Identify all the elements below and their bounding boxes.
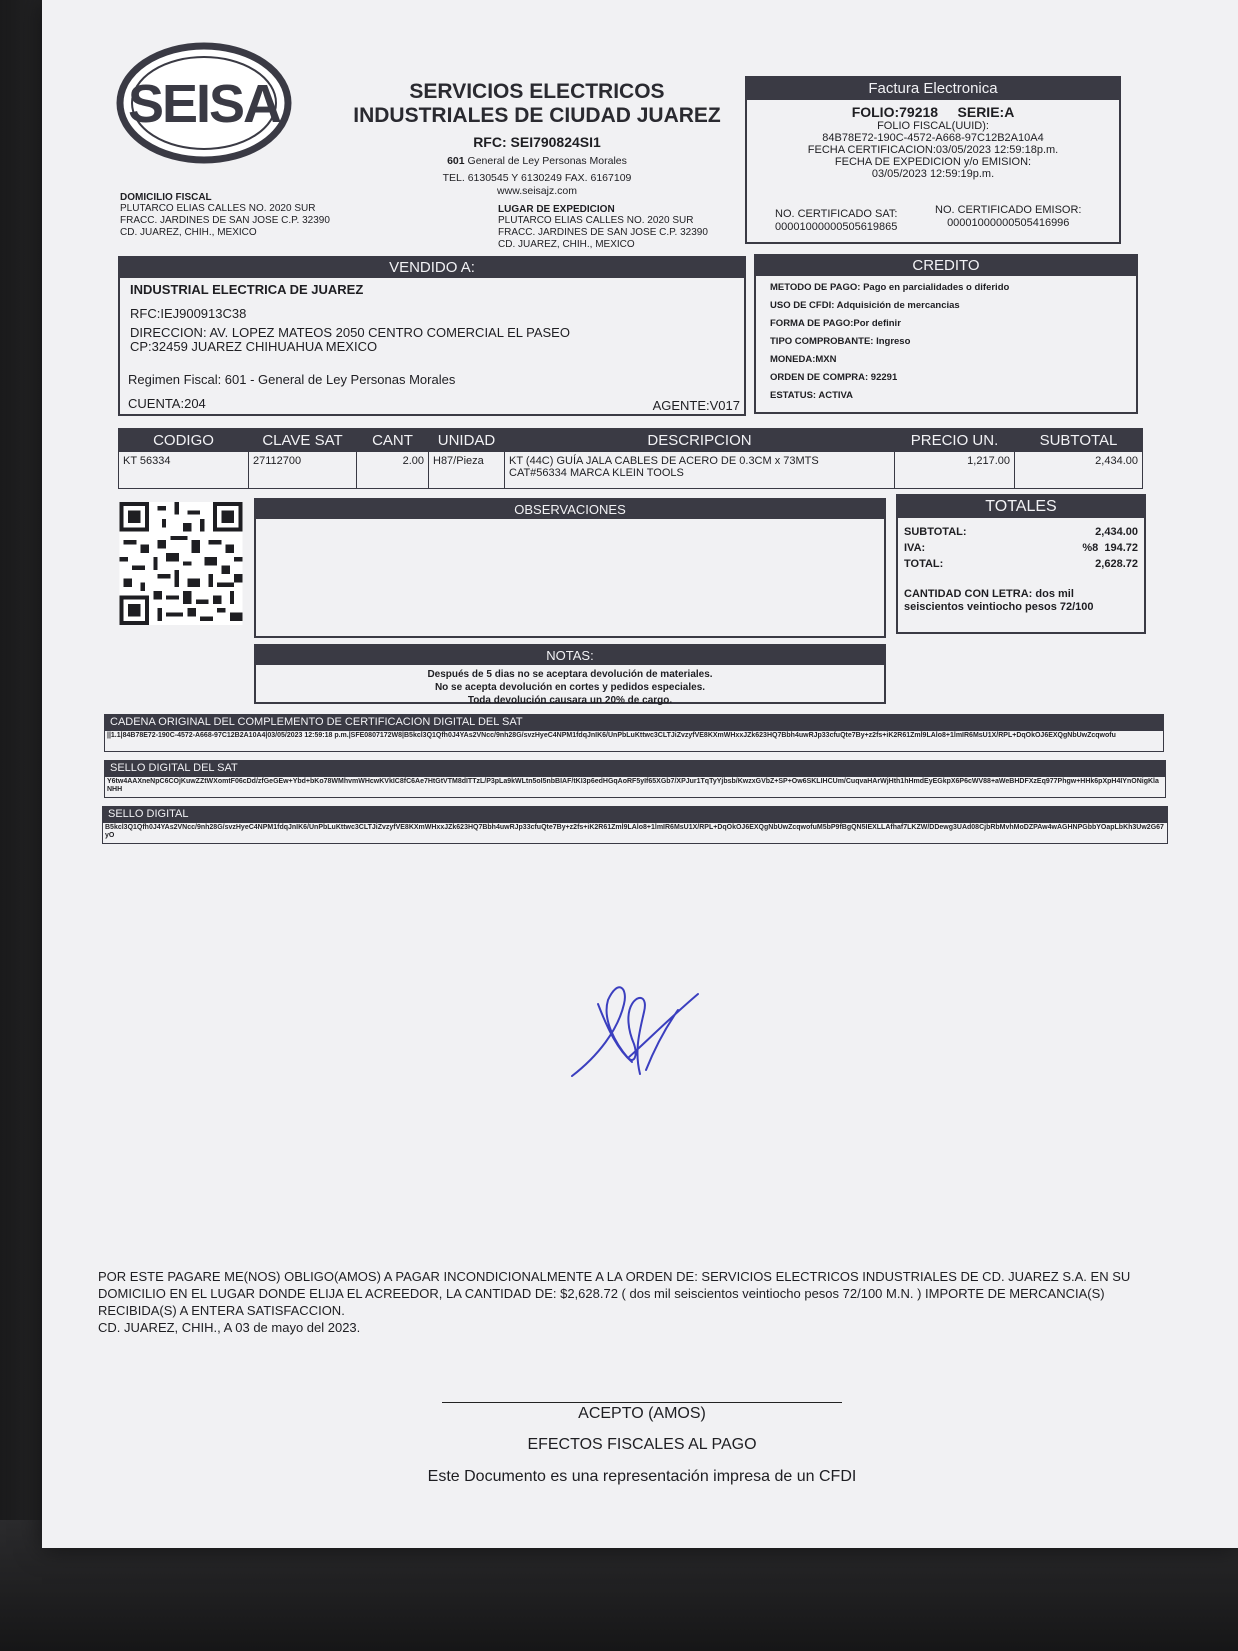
domicilio-fiscal: DOMICILIO FISCAL PLUTARCO ELIAS CALLES NO. 2020 SUR FRACC. JARDINES DE SAN JOSE C.P. 32390 CD. JUAREZ, CHIH., MEXICO [120,192,330,238]
company-website: www.seisajz.com [497,185,577,197]
factura-box [745,76,1121,244]
company-name: SERVICIOS ELECTRICOS INDUSTRIALES DE CIUDAD JUAREZ [353,80,721,127]
table-row [119,452,1143,489]
customer-name: INDUSTRIAL ELECTRICA DE JUAREZ [130,282,364,297]
vendido-title: VENDIDO A: [120,258,744,278]
cell-codigo: KT 56334 [119,452,249,489]
col-precio: PRECIO UN. [895,429,1015,452]
svg-text:SEISA: SEISA [127,74,281,134]
orden-compra: ORDEN DE COMPRA: 92291 [770,372,898,383]
notas-title: NOTAS: [256,646,884,665]
fecha-expedicion: 03/05/2023 12:59:19p.m. [871,168,995,180]
sello-sat-title: SELLO DIGITAL DEL SAT [104,760,1166,776]
totales-title: TOTALES [898,496,1144,518]
company-phone: TEL. 6130545 Y 6130249 FAX. 6167109 [442,172,632,184]
agente: AGENTE:V017 [652,398,740,413]
customer-regimen: Regimen Fiscal: 601 - General de Ley Personas Morales [128,372,456,387]
efectos-fiscales: EFECTOS FISCALES AL PAGO [527,1436,757,1453]
moneda: MONEDA:MXN [770,354,837,365]
handwritten-signature [568,960,708,1090]
cell-clave: 27112700 [249,452,357,489]
cadena-title: CADENA ORIGINAL DEL COMPLEMENTO DE CERTIFICACION DIGITAL DEL SAT [104,714,1164,730]
col-clave-sat: CLAVE SAT [249,429,357,452]
cell-cant: 2.00 [357,452,429,489]
cell-subtotal: 2,434.00 [1015,452,1143,489]
credito-title: CREDITO [756,256,1136,276]
fecha-certificacion: FECHA CERTIFICACION:03/05/2023 12:59:18p.m. [807,144,1059,156]
cadena-text: ||1.1|84B78E72-190C-4572-A668-97C12B2A10A4|03/05/2023 12:59:18 p.m.|SFE0807172W8|B5kcl3Q1Qfh0J4YAs2VNcc/9nh28G/svzHyeC4NPM1fdqJnIK6/UnPbLuKttwc3CLTJiZvzyfVE8KXmWHxxJZk623HQ7Bbh4uwRJp33cfuQte7By+z2fs+iK2R61Zml9LAlo8+1lmIR6MsU1X/RPL+DqOkOJ6EXQgNbUwZcqwofu [104,730,1164,752]
total-row: TOTAL: 2,628.72 [904,558,1138,570]
credito-box [754,254,1138,414]
company-regimen: 601 General de Ley Personas Morales [447,155,627,167]
folio-serie: FOLIO:79218 SERIE:A [851,104,1015,120]
col-descripcion: DESCRIPCION [505,429,895,452]
lugar-expedicion: LUGAR DE EXPEDICION PLUTARCO ELIAS CALLES NO. 2020 SUR FRACC. JARDINES DE SAN JOSE C.P. 32390 CD. JUAREZ, CHIH., MEXICO [498,204,708,250]
cell-precio: 1,217.00 [895,452,1015,489]
col-cant: CANT [357,429,429,452]
cert-emisor: NO. CERTIFICADO EMISOR: 00001000000505416996 [935,204,1082,229]
qr-code [116,502,246,625]
signature-line [442,1402,842,1403]
forma-pago: FORMA DE PAGO:Por definir [770,318,901,329]
cell-descripcion: KT (44C) GUÍA JALA CABLES DE ACERO DE 0.3CM x 73MTS CAT#56334 MARCA KLEIN TOOLS [505,452,895,489]
sello-digital-title: SELLO DIGITAL [102,806,1168,822]
cell-unidad: H87/Pieza [429,452,505,489]
observaciones-box [254,498,886,638]
uso-cfdi: USO DE CFDI: Adquisición de mercancias [770,300,960,311]
cfdi-note: Este Documento es una representación impresa de un CFDI [427,1468,857,1485]
estatus: ESTATUS: ACTIVA [770,390,854,401]
customer-rfc: RFC:IEJ900913C38 [130,306,247,321]
vendido-box [118,256,746,416]
subtotal-row: SUBTOTAL: 2,434.00 [904,526,1138,538]
col-subtotal: SUBTOTAL [1015,429,1143,452]
company-logo [116,42,292,164]
metodo-pago: METODO DE PAGO: Pago en parcialidades o diferido [770,282,1010,293]
items-header-row [119,429,1143,452]
fecha-expedicion-label: FECHA DE EXPEDICION y/o EMISION: [834,156,1032,168]
acepto-label: ACEPTO (AMOS) [578,1405,706,1422]
totales-box [896,494,1146,634]
nota-1: Después de 5 dias no se aceptara devolución de materiales. [427,669,713,680]
customer-address: DIRECCION: AV. LOPEZ MATEOS 2050 CENTRO COMERCIAL EL PASEO CP:32459 JUAREZ CHIHUAHUA MEXICO [130,325,570,354]
uuid: 84B78E72-190C-4572-A668-97C12B2A10A4 [822,132,1044,144]
items-table [118,428,1143,489]
sello-sat-text: Y6tw4AAXneNpC6COjKuwZZtWXomtF06cDd/zfGeGEw+Ybd+bKo78WMhvmWHcwKVkIC8fC6Ae7HtGtVTM8dITTzL/P3pLa9kWLtn5oI5nbBIAF/tKI3p6edHGqAoRF5yIf65XGb7/XPJur1TqTyYjbsb/KwzxGVbZ+SP+Ow6SKLIHCUm/CuqvaHArWjHth1hHmdEyEGkpX6P6cWV88+aWeBHDFXzEq977Phgw+HHk6pXpH4IYnONigKlaNHH [104,776,1166,798]
nota-3: Toda devolución causara un 20% de cargo. [467,695,673,706]
col-codigo: CODIGO [119,429,249,452]
invoice-paper [42,0,1238,1548]
company-rfc: RFC: SEI790824SI1 [473,134,601,150]
customer-cuenta: CUENTA:204 [128,396,206,411]
cert-sat: NO. CERTIFICADO SAT: 00001000000505619865 [775,208,898,233]
nota-2: No se acepta devolución en cortes y pedidos especiales. [434,682,706,693]
iva-row: IVA: %8 194.72 [904,542,1138,554]
observaciones-title: OBSERVACIONES [256,500,884,519]
pagare-text: POR ESTE PAGARE ME(NOS) OBLIGO(AMOS) A PAGAR INCONDICIONALMENTE A LA ORDEN DE: SERVICIOS ELECTRICOS INDUSTRIALES DE CD. JUAREZ S.A. EN SU DOMICILIO EN EL LUGAR DONDE ELIJA EL ACREEDOR, LA CANTIDAD DE: $2,628.72 ( dos mil seiscientos veintiocho pesos 72/100 M.N. ) IMPORTE DE MERCANCIA(S) RECIBIDA(S) A ENTERA SATISFACCION. CD. JUAREZ, CHIH., A 03 de mayo del 2023. [98,1269,1131,1335]
folio-fiscal-label: FOLIO FISCAL(UUID): [877,120,989,132]
notas-box [254,644,886,704]
sello-digital-text: B5kcl3Q1Qfh0J4YAs2VNcc/9nh28G/svzHyeC4NPM1fdqJnIK6/UnPbLuKttwc3CLTJiZvzyfVE8KXmWHxxJZk623HQ7Bbh4uwRJp33cfuQte7By+z2fs+iK2R61Zml9LAlo8+1lmIR6MsU1X/RPL+DqOkOJ6EXQgNbUwZcqwofuM5bP9fBgQN5IEXLLAfhaf7LKZW/DDewg3UAd08CjbRbMvhMoDZPAw4wAGHNPGbbYOapLbKh3Uw2G67yO [102,822,1168,844]
factura-title: Factura Electronica [747,78,1119,100]
col-unidad: UNIDAD [429,429,505,452]
tipo-comprobante: TIPO COMPROBANTE: Ingreso [770,336,911,347]
cantidad-letra: CANTIDAD CON LETRA: dos mil seiscientos veintiocho pesos 72/100 [904,588,1094,613]
